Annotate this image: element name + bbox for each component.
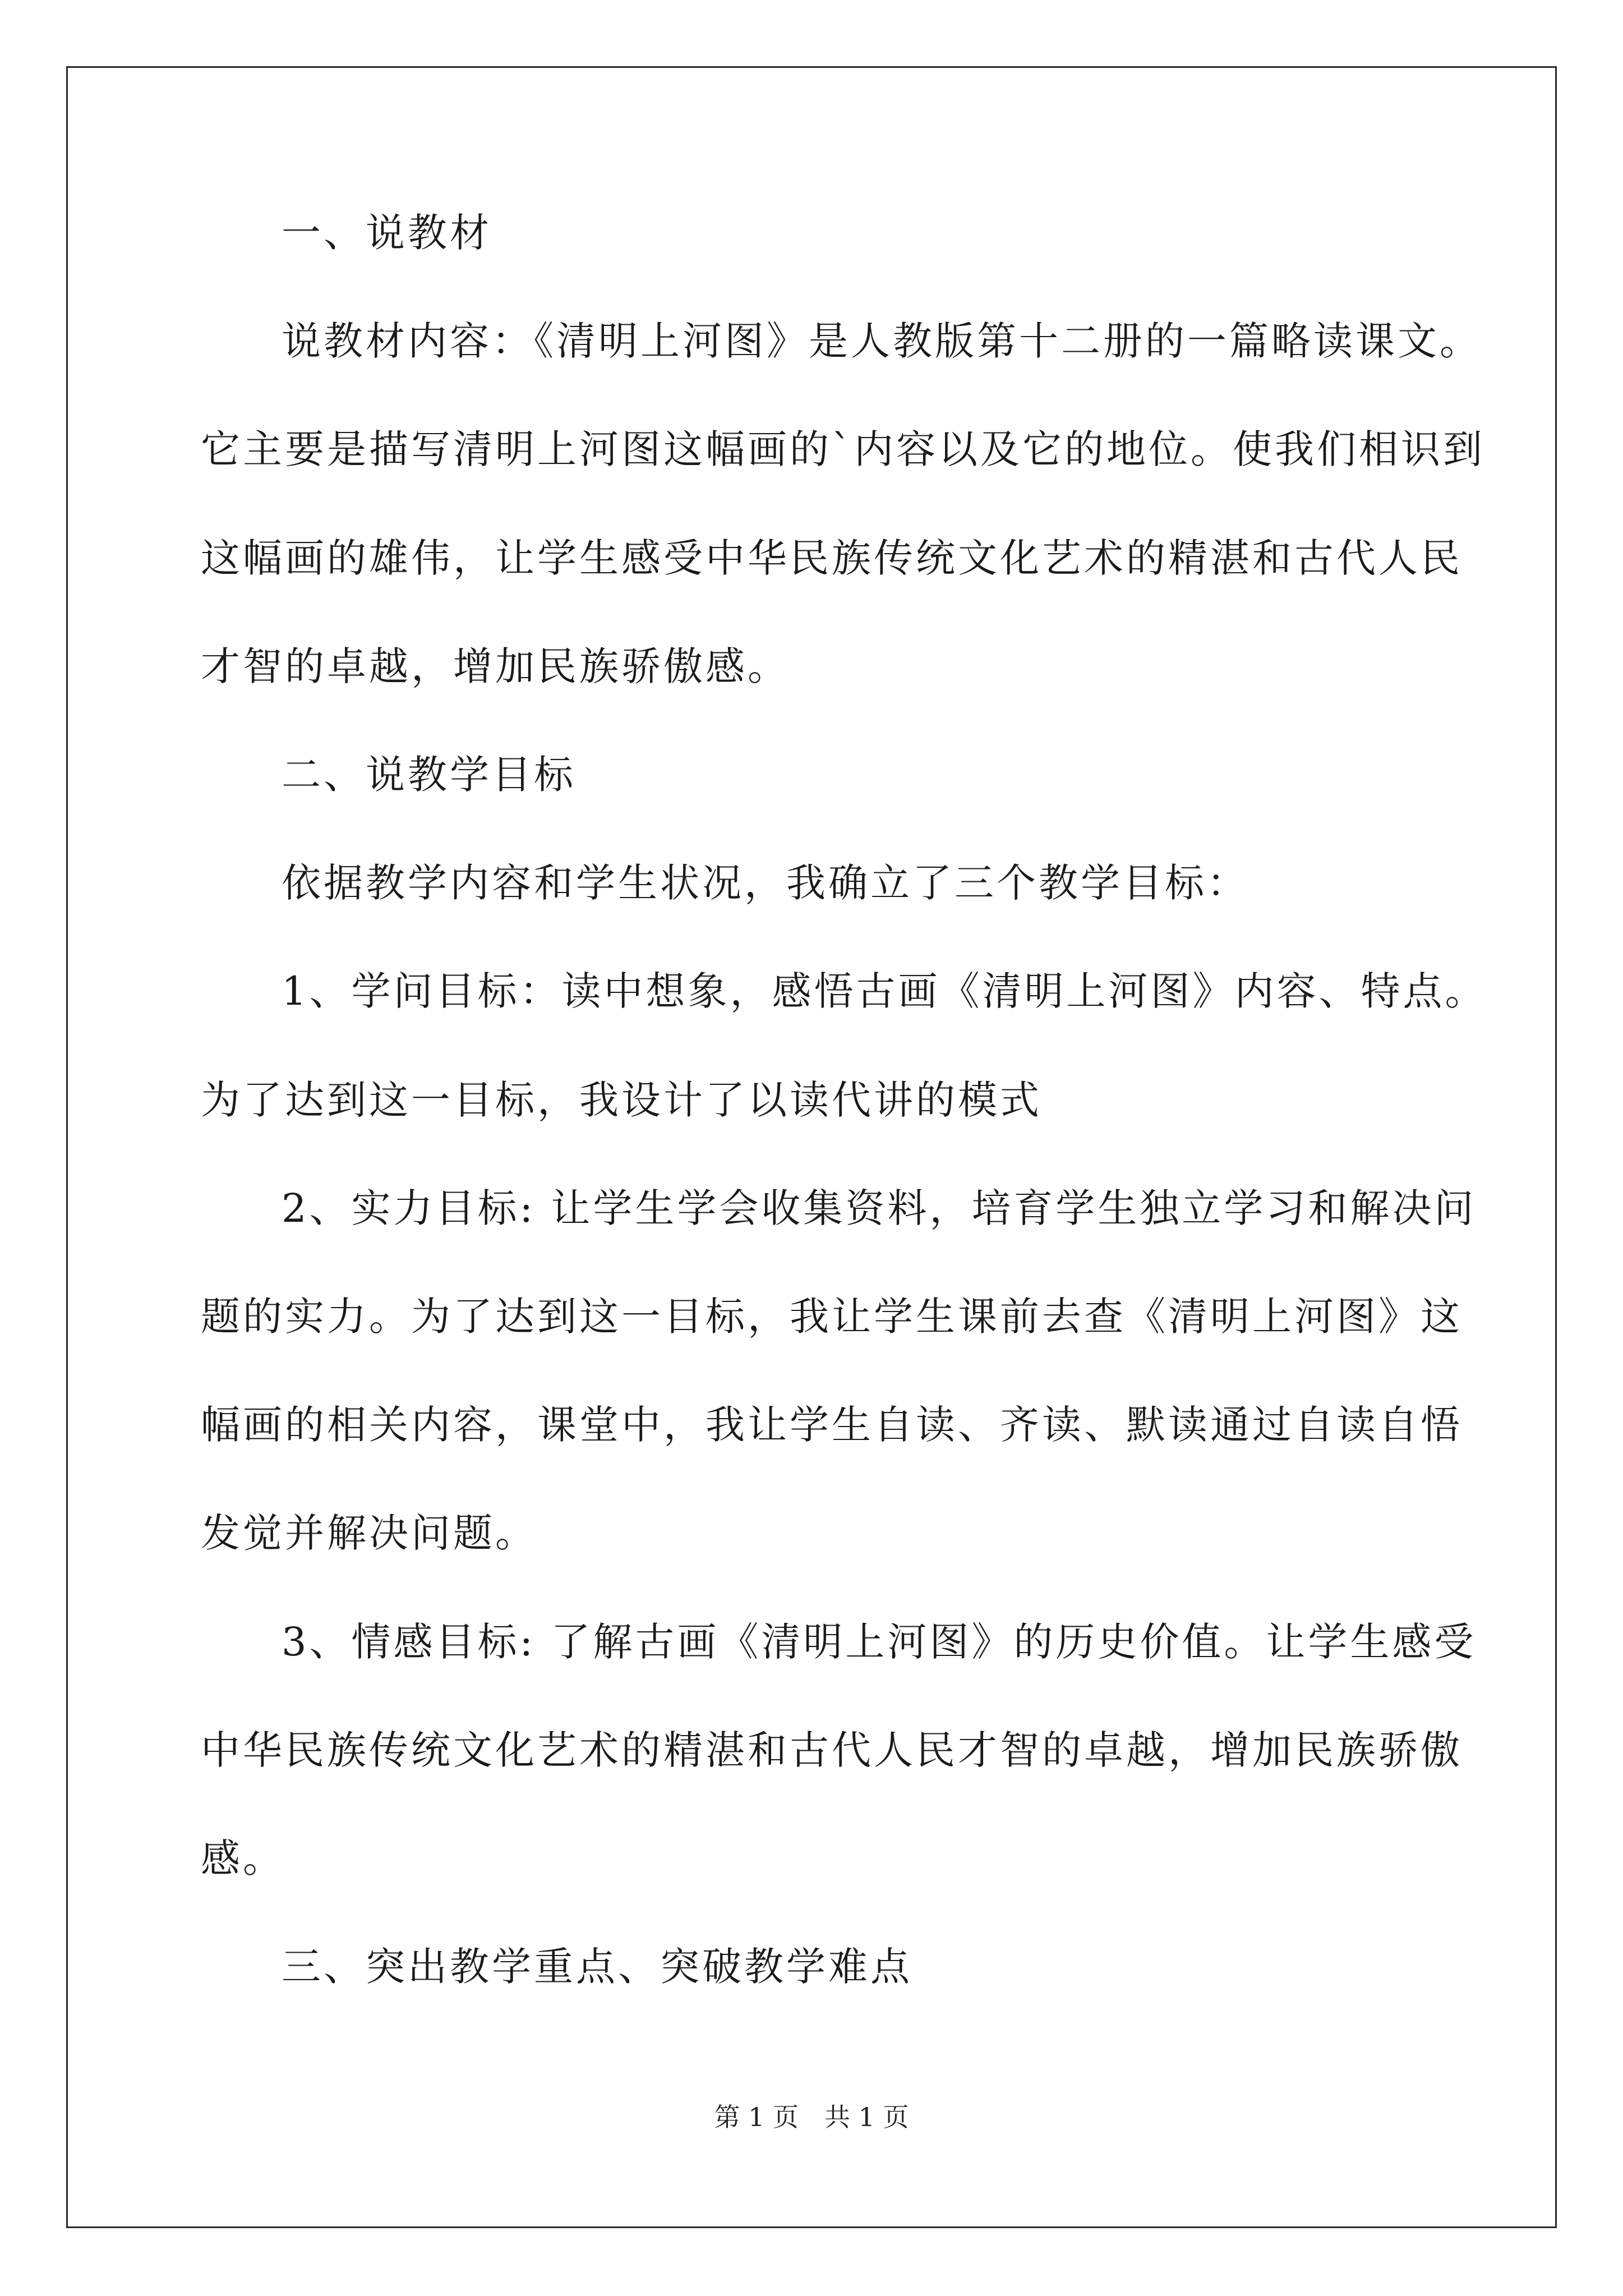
paragraph-line: 发觉并解决问题。 <box>201 1510 537 1556</box>
page-number-footer: 第 1 页 共 1 页 <box>714 2102 909 2132</box>
paragraph-line: 依据教学内容和学生状况，我确立了三个教学目标： <box>282 860 1249 906</box>
paragraph-line: 为了达到这一目标，我设计了以读代讲的模式 <box>201 1077 1042 1123</box>
paragraph-line: 它主要是描写清明上河图这幅画的`内容以及它的地位。使我们相识到 <box>201 426 1485 472</box>
paragraph-line: 这幅画的雄伟，让学生感受中华民族传统文化艺术的精湛和古代人民 <box>201 535 1463 581</box>
paragraph-line: 1、学问目标：读中想象，感悟古画《清明上河图》内容、特点。 <box>282 968 1487 1014</box>
paragraph-line: 感。 <box>201 1835 285 1881</box>
paragraph-line: 说教材内容：《清明上河图》是人教版第十二册的一篇略读课文。 <box>282 318 1482 364</box>
paragraph-line: 中华民族传统文化艺术的精湛和古代人民才智的卓越，增加民族骄傲 <box>201 1727 1463 1773</box>
section-heading-2: 二、说教学目标 <box>282 752 576 798</box>
paragraph-line: 才智的卓越，增加民族骄傲感。 <box>201 643 790 689</box>
section-heading-1: 一、说教材 <box>282 210 492 256</box>
page-border <box>66 66 1557 2228</box>
paragraph-line: 3、情感目标: 了解古画《清明上河图》的历史价值。让学生感受 <box>282 1619 1477 1665</box>
section-heading-3: 三、突出教学重点、突破教学难点 <box>282 1944 912 1990</box>
paragraph-line: 幅画的相关内容，课堂中，我让学生自读、齐读、默读通过自读自悟 <box>201 1402 1463 1448</box>
paragraph-line: 题的实力。为了达到这一目标，我让学生课前去查《清明上河图》这 <box>201 1294 1463 1340</box>
paragraph-line: 2、实力目标: 让学生学会收集资料，培育学生独立学习和解决问 <box>282 1185 1477 1231</box>
